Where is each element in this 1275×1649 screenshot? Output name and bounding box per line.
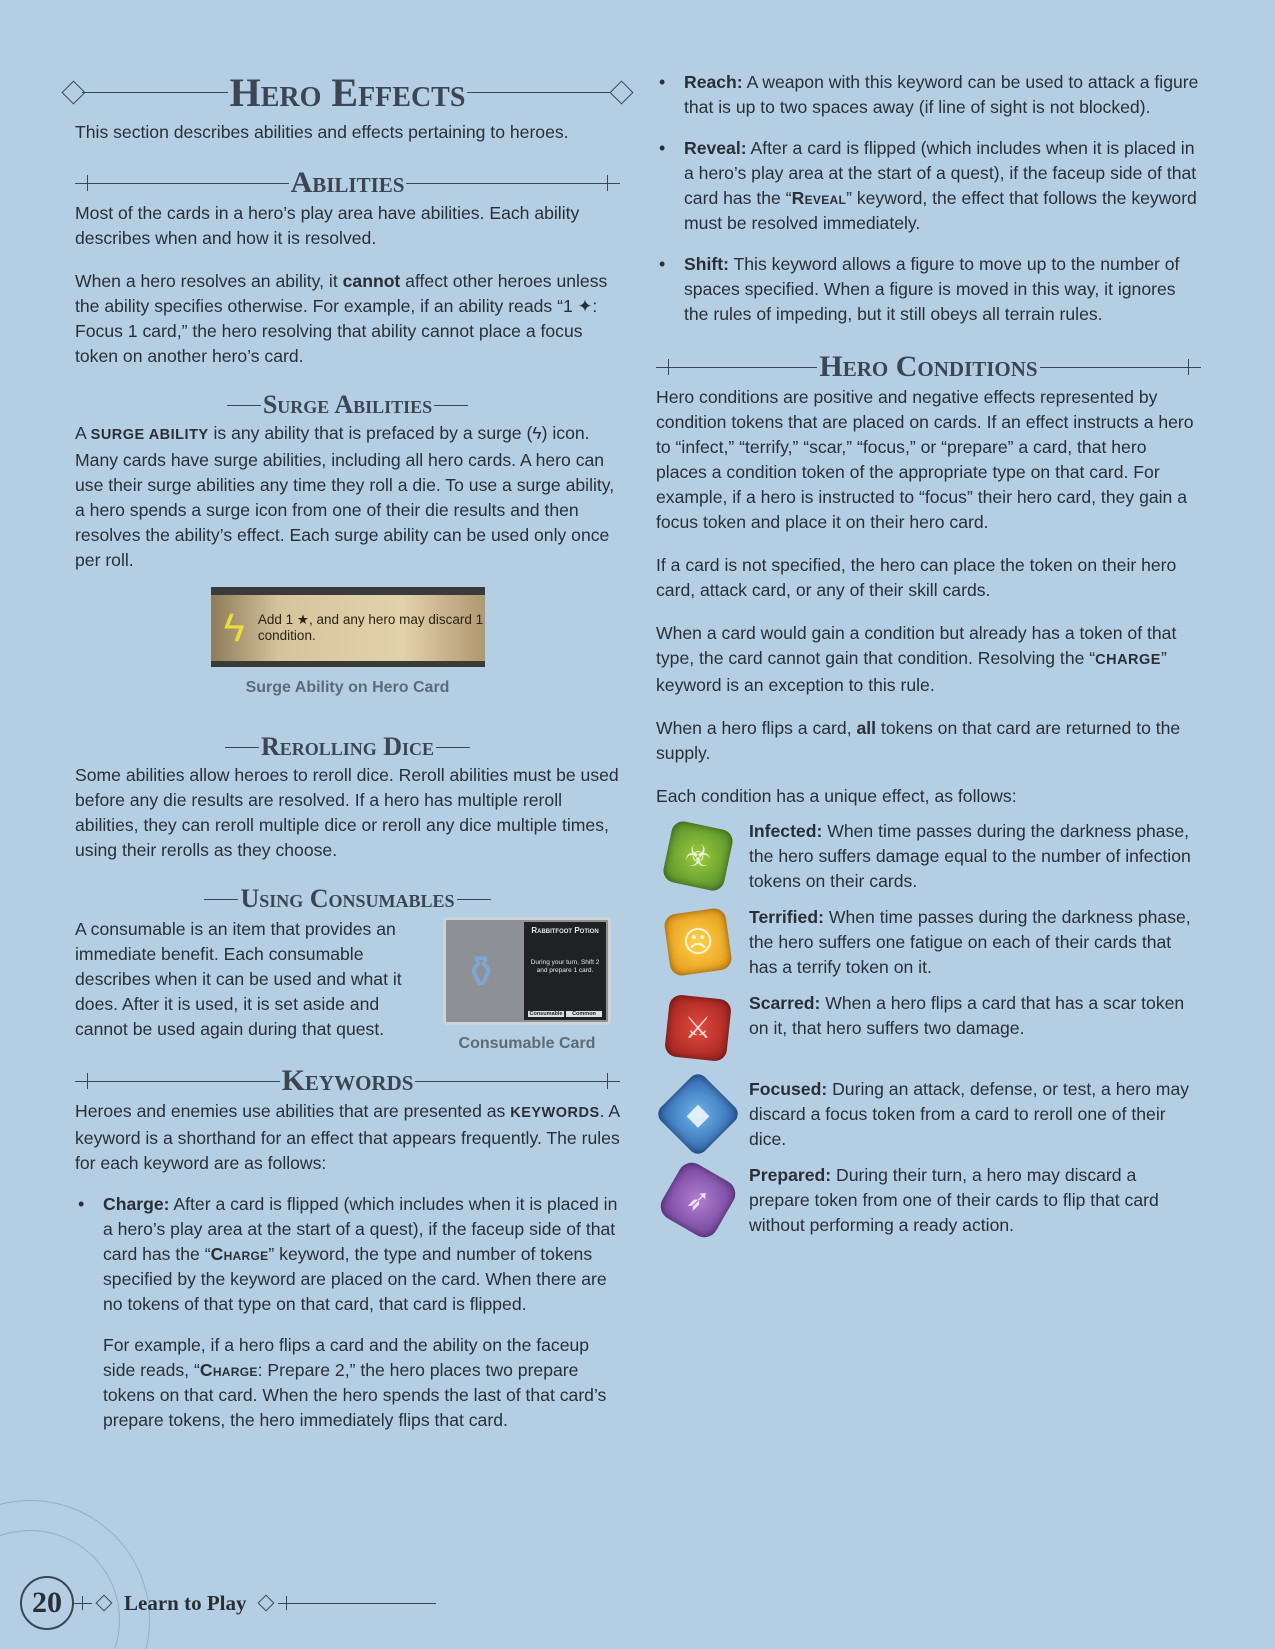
surge-ability-figure xyxy=(211,587,485,667)
lightning-bolt-icon: ϟ xyxy=(223,606,245,650)
conditions-paragraph-1: Hero conditions are positive and negative effects represented by condition tokens that are placed on cards. If an effect instructs a hero to “infect,” “terrify,” “scar,” “focus,” or “prepare” a card, that hero places a condition token of the appropriate type on that card. For example, if a hero is instructed to “focus” their hero card, they gain a focus token and place it on their hero card. xyxy=(656,387,1194,532)
keywords-paragraph: Heroes and enemies use abilities that are presented as KEYWORDS. A keyword is a shorthand for an effect that appears frequently. The rules for each keyword are as follows: xyxy=(75,1101,620,1173)
consumables-section xyxy=(75,917,620,1053)
hero-effects-title: Hero Effects xyxy=(229,69,466,115)
using-consumables-heading: Using Consumables xyxy=(75,883,620,915)
surge-figure-text: Add 1 ★, and any hero may discard 1 condition. xyxy=(257,612,484,643)
page-footer xyxy=(20,1575,436,1631)
surge-abilities-heading: Surge Abilities xyxy=(75,389,620,421)
condition-terrified: ☹ Terrified: When time passes during the darkness phase, the hero suffers one fatigue on each of their cards that has a terrify token on it. xyxy=(656,905,1201,981)
card-text: During your turn, Shift 2 and prepare 1 card. xyxy=(530,959,600,974)
conditions-paragraph-3: When a card would gain a condition but already has a token of that type, the card cannot gain that condition. Resolving the “CHARGE” keyword is an exception to this rule. xyxy=(656,623,1177,695)
rerolling-dice-heading: Rerolling Dice xyxy=(75,731,620,763)
terrified-token-icon: ☹ xyxy=(663,905,733,981)
surge-abilities-paragraph: A SURGE ABILITY is any ability that is prefaced by a surge (ϟ) icon. Many cards have surge abilities, including all hero cards. A hero can use their surge abilities any time they roll a die. To use a surge ability, a hero spends a surge icon from one of their die results and then resolves the ability’s effect. Each surge ability can be used only once per roll. xyxy=(75,423,615,570)
consumables-paragraph: A consumable is an item that provides an immediate benefit. Each consumable describes when it can be used and what it does. After it is used, it is set aside and cannot be used again during that quest. xyxy=(75,919,402,1039)
consumable-card-caption: Consumable Card xyxy=(458,1035,596,1052)
card-tag: Common xyxy=(566,1011,602,1017)
right-column xyxy=(656,70,1201,1239)
diamond-ornament xyxy=(258,1595,275,1612)
keyword-shift: • Shift: This keyword allows a figure to move up to the number of spaces specified. When a figure is moved in this way, it ignores the rules of impeding, but it still obeys all terrain rules. xyxy=(656,252,1201,327)
condition-list xyxy=(656,819,1201,1239)
abilities-paragraph-1: Most of the cards in a hero’s play area have abilities. Each ability describes when and how it is resolved. xyxy=(75,203,580,248)
conditions-paragraph-4: When a hero flips a card, all tokens on that card are returned to the supply. xyxy=(656,718,1181,763)
diamond-ornament-right xyxy=(609,80,633,104)
condition-focused: ◆ Focused: During an attack, defense, or test, a hero may discard a focus token from a card to reroll one of their dice. xyxy=(656,1077,1201,1153)
page-number: 20 xyxy=(20,1576,74,1630)
abilities-paragraph-2: When a hero resolves an ability, it cannot affect other heroes unless the ability specifies otherwise. For example, if an ability reads “1 ✦: Focus 1 card,” the hero resolving that ability cannot place a focus token on another hero’s card. xyxy=(75,271,608,366)
conditions-paragraph-5: Each condition has a unique effect, as follows: xyxy=(656,786,1017,806)
conditions-paragraph-2: If a card is not specified, the hero can place the token on their hero card, attack card, or any of their skill cards. xyxy=(656,555,1177,600)
charge-example: For example, if a hero flips a card and the ability on the faceup side reads, “Charge: Prepare 2,” the hero places two prepare tokens on that card. When the hero spends the last of that card’s prepare tokens, the hero immediately flips that card. xyxy=(103,1335,607,1430)
condition-scarred: ⚔ Scarred: When a hero flips a card that has a scar token on it, that hero suffers two damage. xyxy=(656,991,1201,1067)
card-tag: Consumable xyxy=(529,1011,563,1017)
potion-bottle-icon: ⚱ xyxy=(462,948,500,997)
consumable-card-figure xyxy=(443,917,611,1053)
focused-token-icon: ◆ xyxy=(663,1077,733,1153)
infected-token-icon: ☣ xyxy=(663,819,733,895)
consumable-card xyxy=(443,917,611,1025)
card-name: Rabbitfoot Potion xyxy=(531,926,599,935)
keyword-charge: • Charge: After a card is flipped (which includes when it is placed in a hero’s play area at the start of a quest), if the faceup side of that card has the “Charge” keyword, the type and number of tokens specified by the keyword are placed on the card. When there are no tokens of that type on that card, that card is flipped. xyxy=(75,1192,620,1317)
keyword-reach: • Reach: A weapon with this keyword can be used to attack a figure that is up to two spaces away (if line of sight is not blocked). xyxy=(656,70,1201,120)
hero-effects-heading xyxy=(65,68,630,116)
condition-prepared: ➶ Prepared: During their turn, a hero may discard a prepare token from one of their cards to flip that card without performing a ready action. xyxy=(656,1163,1201,1239)
condition-infected: ☣ Infected: When time passes during the darkness phase, the hero suffers damage equal to the number of infection tokens on their cards. xyxy=(656,819,1201,895)
scarred-token-icon: ⚔ xyxy=(663,991,733,1067)
keyword-list-right xyxy=(656,70,1201,327)
keyword-reveal: • Reveal: After a card is flipped (which includes when it is placed in a hero’s play area at the start of a quest), if the faceup side of that card has the “Reveal” keyword, the effect that follows the keyword must be resolved immediately. xyxy=(656,136,1201,236)
prepared-token-icon: ➶ xyxy=(663,1163,733,1239)
rerolling-dice-paragraph: Some abilities allow heroes to reroll dice. Reroll abilities must be used before any die results are resolved. If a hero has multiple reroll abilities, they can reroll multiple dice or reroll any dice multiple times, using their rerolls as they choose. xyxy=(75,765,619,860)
footer-label: Learn to Play xyxy=(124,1590,247,1615)
diamond-ornament xyxy=(96,1595,113,1612)
abilities-heading: Abilities xyxy=(75,165,620,201)
surge-figure-caption: Surge Ability on Hero Card xyxy=(245,679,450,696)
hero-effects-intro: This section describes abilities and effects pertaining to heroes. xyxy=(75,122,569,142)
left-column xyxy=(75,68,620,1433)
hero-conditions-heading: Hero Conditions xyxy=(656,349,1201,385)
keyword-list-left xyxy=(75,1192,620,1317)
keywords-heading: Keywords xyxy=(75,1063,620,1099)
